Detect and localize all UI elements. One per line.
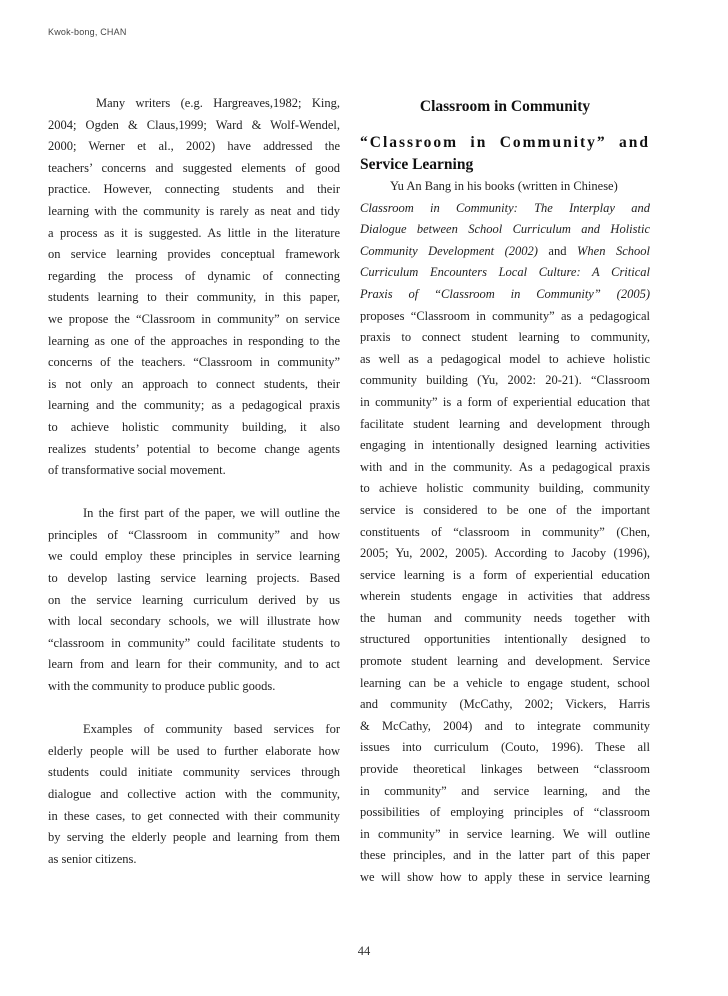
text-line: regarding the process of dynamic of connecting <box>48 268 340 283</box>
text-line: in community” is a form of experiential education that <box>360 394 650 409</box>
text-line: on the service learning curriculum derived by us <box>48 592 340 607</box>
text-line: with and in the community. As a pedagogical praxis <box>360 459 650 474</box>
running-head: Kwok-bong, CHAN <box>48 27 127 37</box>
page-number: 44 <box>357 944 371 958</box>
text-line: and community (McCathy, 2002; Vickers, Harris <box>360 697 650 712</box>
text-line: Examples of community based services for <box>83 722 340 737</box>
text-line: on service learning provides conceptual framework <box>48 247 340 262</box>
text-line: structured opportunities intentionally designed to <box>360 632 650 647</box>
right-paragraph <box>360 306 650 889</box>
paragraph-gap <box>48 698 340 720</box>
text-line: a process as it is suggested. As little in the literature <box>48 225 340 240</box>
text-line: elderly people will be used to further elaborate how <box>48 743 340 758</box>
text-line: promote student learning and development. Service <box>360 654 650 669</box>
book-title-line: Curriculum Encounters Local Culture: A Critical <box>360 265 650 280</box>
book-title-line: Dialogue between School Curriculum and Holistic <box>360 222 650 237</box>
text-line: proposes “Classroom in community” as a pedagogical <box>360 308 650 323</box>
text-line: issues into curriculum (Couto, 1996). These all <box>360 740 650 755</box>
text-line: teachers’ concerns and suggested elements of good <box>48 160 340 175</box>
paragraph-3 <box>48 719 340 870</box>
book-title-line: Praxis of “Classroom in Community” (2005) <box>360 286 650 301</box>
text-line: learning as one of the approaches in responding to the <box>48 333 340 348</box>
text-line: learning can be a vehicle to engage student, school <box>360 675 650 690</box>
text-line: principles of “Classroom in community” and how <box>48 527 340 542</box>
text-line: learning and the community; as a pedagogical praxis <box>48 398 340 413</box>
subsection-heading-line-2: Service Learning <box>360 156 474 173</box>
book-title: Community Development (2002) <box>360 243 538 258</box>
text-line: in these cases, to get connected with their community <box>48 808 340 823</box>
text-line: “classroom in community” could facilitate students to <box>48 635 340 650</box>
text-line: by serving the elderly people and learning from them <box>48 830 340 845</box>
text-line: the human and community needs together with <box>360 610 650 625</box>
text-line: is not only an approach to connect students, their <box>48 376 340 391</box>
text-line: dialogue and collective action with the community, <box>48 787 340 801</box>
text-line <box>360 241 650 263</box>
text-line: we will show how to apply these in service learning <box>360 870 650 884</box>
paragraph-2 <box>48 503 340 697</box>
text-line: concerns of the teachers. “Classroom in community” <box>48 355 340 370</box>
text-line: of transformative social movement. <box>48 463 226 478</box>
text-line: Many writers (e.g. Hargreaves,1982; King, <box>96 96 340 110</box>
text-line: to develop lasting service learning projects. Based <box>48 571 340 586</box>
text-line: students could initiate community services through <box>48 765 340 780</box>
text-line: with the community to produce public goods. <box>48 679 276 694</box>
text-line: with local secondary schools, we will illustrate how <box>48 614 340 629</box>
text-line: in community” in service learning. We will outline <box>360 826 650 841</box>
section-heading: Classroom in Community <box>419 98 591 115</box>
heading-gap <box>360 120 650 132</box>
subsection-heading-line-1: “Classroom in Community” and <box>360 134 650 151</box>
text-line: to achieve holistic community building, it also <box>48 419 340 434</box>
paragraph-gap <box>48 482 340 504</box>
text-line: constituents of “classroom in community” (Chen, <box>360 524 650 539</box>
text-line: facilitate student learning and development through <box>360 416 650 431</box>
text-line: these principles, and in the latter part of this paper <box>360 848 650 863</box>
text-line: 2000; Werner et al., 2002) have addressed the <box>48 139 340 154</box>
paragraph-1 <box>48 93 340 482</box>
text-line: possibilities of employing principles of “classroom <box>360 805 650 820</box>
text-line: In the first part of the paper, we will outline the <box>83 506 340 521</box>
book-title: When School <box>577 243 650 258</box>
conjunction: and <box>537 243 577 258</box>
text-line: in community” and service learning, and the <box>360 783 650 798</box>
text-line: realizes students’ potential to become change agents <box>48 441 340 456</box>
right-column <box>360 93 650 889</box>
text-line: we propose the “Classroom in community” on service <box>48 311 340 326</box>
left-column <box>48 93 340 870</box>
text-line: students learning to their community, in this paper, <box>48 290 340 305</box>
text-line: as senior citizens. <box>48 851 137 866</box>
text-line: engaging in intentionally designed learning activities <box>360 438 650 453</box>
text-line: to achieve holistic community building, community <box>360 481 650 496</box>
text-line: service learning is a form of experiential education <box>360 567 650 582</box>
book-title-line: Classroom in Community: The Interplay and <box>360 200 650 215</box>
text-line: Yu An Bang in his books (written in Chinese) <box>390 179 618 193</box>
text-line: learning with the community is rarely as neat and tidy <box>48 203 340 218</box>
text-line: wherein students engage in activities that address <box>360 589 650 604</box>
text-line: practice. However, connecting students and their <box>48 182 340 197</box>
text-line: learn from and learn for their community, and to act <box>48 657 340 672</box>
text-line: service is considered to be one of the important <box>360 502 650 517</box>
text-line: praxis to connect student learning to community, <box>360 330 650 345</box>
text-line: as well as a pedagogical model to achieve holistic <box>360 351 650 366</box>
text-line: community building (Yu, 2002: 20-21). “Classroom <box>360 373 650 388</box>
text-line: we could employ these principles in service learning <box>48 549 340 564</box>
text-line: 2005; Yu, 2002, 2005). According to Jacoby (1996), <box>360 546 650 561</box>
text-line: & McCathy, 2004) and to integrate community <box>360 718 650 733</box>
text-line: 2004; Ogden & Claus,1999; Ward & Wolf-Wendel, <box>48 117 340 132</box>
text-line: provide theoretical linkages between “classroom <box>360 762 650 777</box>
